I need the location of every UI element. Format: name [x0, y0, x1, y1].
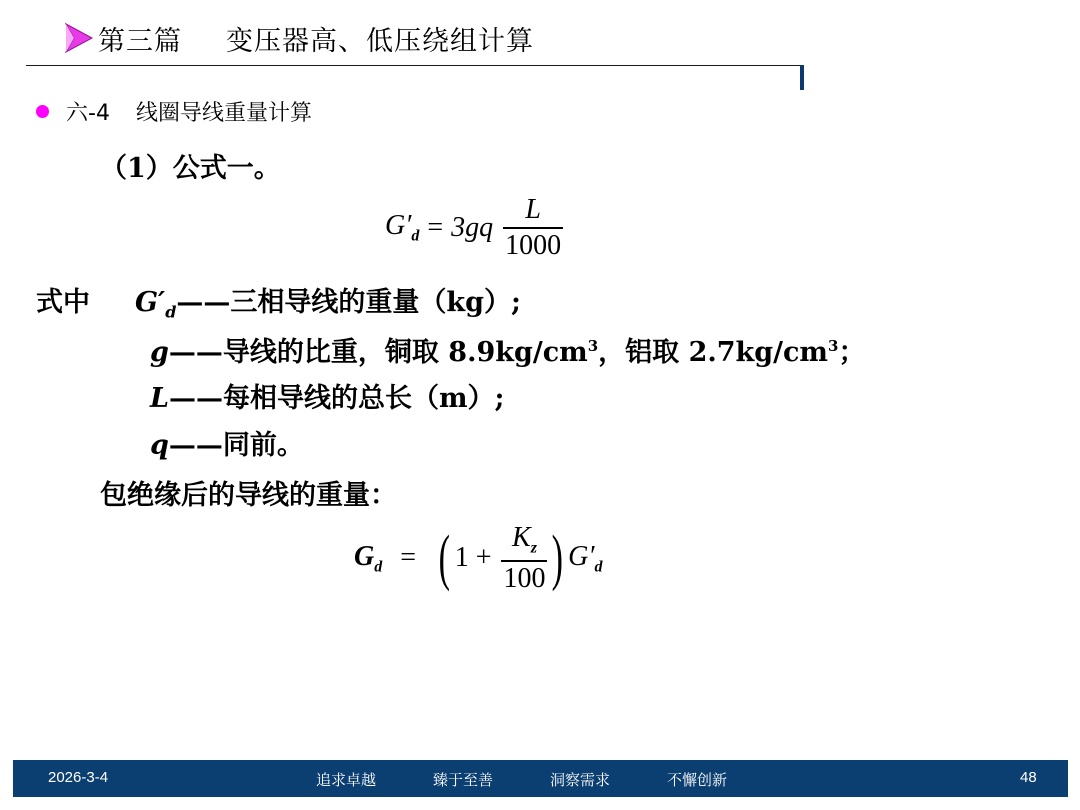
eq1-equals: =: [427, 212, 444, 243]
footer-date: 2026-3-4: [48, 769, 109, 786]
def-row: g——导线的比重，铜取 $8.9kg/cm^3$，铝取 $2.7kg/cm^3$；: [150, 337, 866, 368]
footer-slogan: 洞察需求: [550, 772, 611, 789]
title-row: [64, 18, 534, 58]
page-number: 48: [1020, 769, 1037, 786]
footer-slogan: 追求卓越: [316, 772, 377, 789]
def-row: [150, 423, 304, 462]
eq1-denominator: 1000: [503, 227, 563, 260]
insulated-label: 包绝缘后的导线的重量：: [100, 480, 397, 511]
left-paren: (: [438, 524, 451, 593]
bullet-heading: [36, 96, 312, 127]
eq1-fraction: [503, 196, 563, 260]
eq1-rhs: 3gq: [451, 212, 494, 243]
eq2-rhs: $G'_d$: [568, 540, 603, 576]
def-row: [150, 376, 505, 415]
bullet-number: 六-4: [66, 101, 110, 126]
def-text: ——导线的比重，铜取 8.9kg/cm: [168, 337, 588, 368]
eq1-numerator: L: [525, 194, 541, 225]
eq2-fraction: [501, 524, 547, 593]
def-symbol: q: [150, 430, 169, 461]
title-divider-end: [800, 65, 804, 90]
formula-heading: （1）公式一。: [100, 153, 281, 184]
eq2-denominator: 100: [501, 560, 547, 593]
equation-two: [354, 524, 603, 593]
def-symbol: L: [150, 383, 169, 414]
section-label: 第三篇: [98, 25, 182, 57]
arrow-bullet-icon: [64, 22, 94, 54]
footer-bar: [13, 760, 1068, 797]
eq2-numerator: $K_z$: [512, 522, 537, 557]
bullet-text: 线圈导线重量计算: [135, 101, 312, 126]
title-divider: [26, 65, 802, 66]
def-symbol: G′: [135, 287, 166, 318]
page-title: 变压器高、低压绕组计算: [226, 25, 534, 57]
eq2-lhs: $G_d$: [354, 540, 383, 576]
where-label: 式中: [36, 287, 90, 318]
eq2-equals: =: [400, 542, 417, 574]
def-symbol: g: [150, 337, 169, 368]
footer-slogan: 臻于至善: [433, 772, 494, 789]
bullet-dot-icon: [36, 105, 49, 118]
eq1-lhs: $G'_d$: [385, 210, 420, 245]
eq2-one: 1 +: [454, 542, 492, 574]
right-paren: ): [552, 524, 564, 593]
def-text: ——三相导线的重量（kg）;: [176, 287, 521, 318]
equation-one: [385, 196, 563, 260]
def-text: ——同前。: [168, 430, 304, 461]
footer-slogan: 不懈创新: [667, 772, 728, 789]
def-text: ——每相导线的总长（m）;: [168, 383, 505, 414]
def-row: $G'_d——$三相导线的重量（kg）;: [135, 287, 521, 322]
